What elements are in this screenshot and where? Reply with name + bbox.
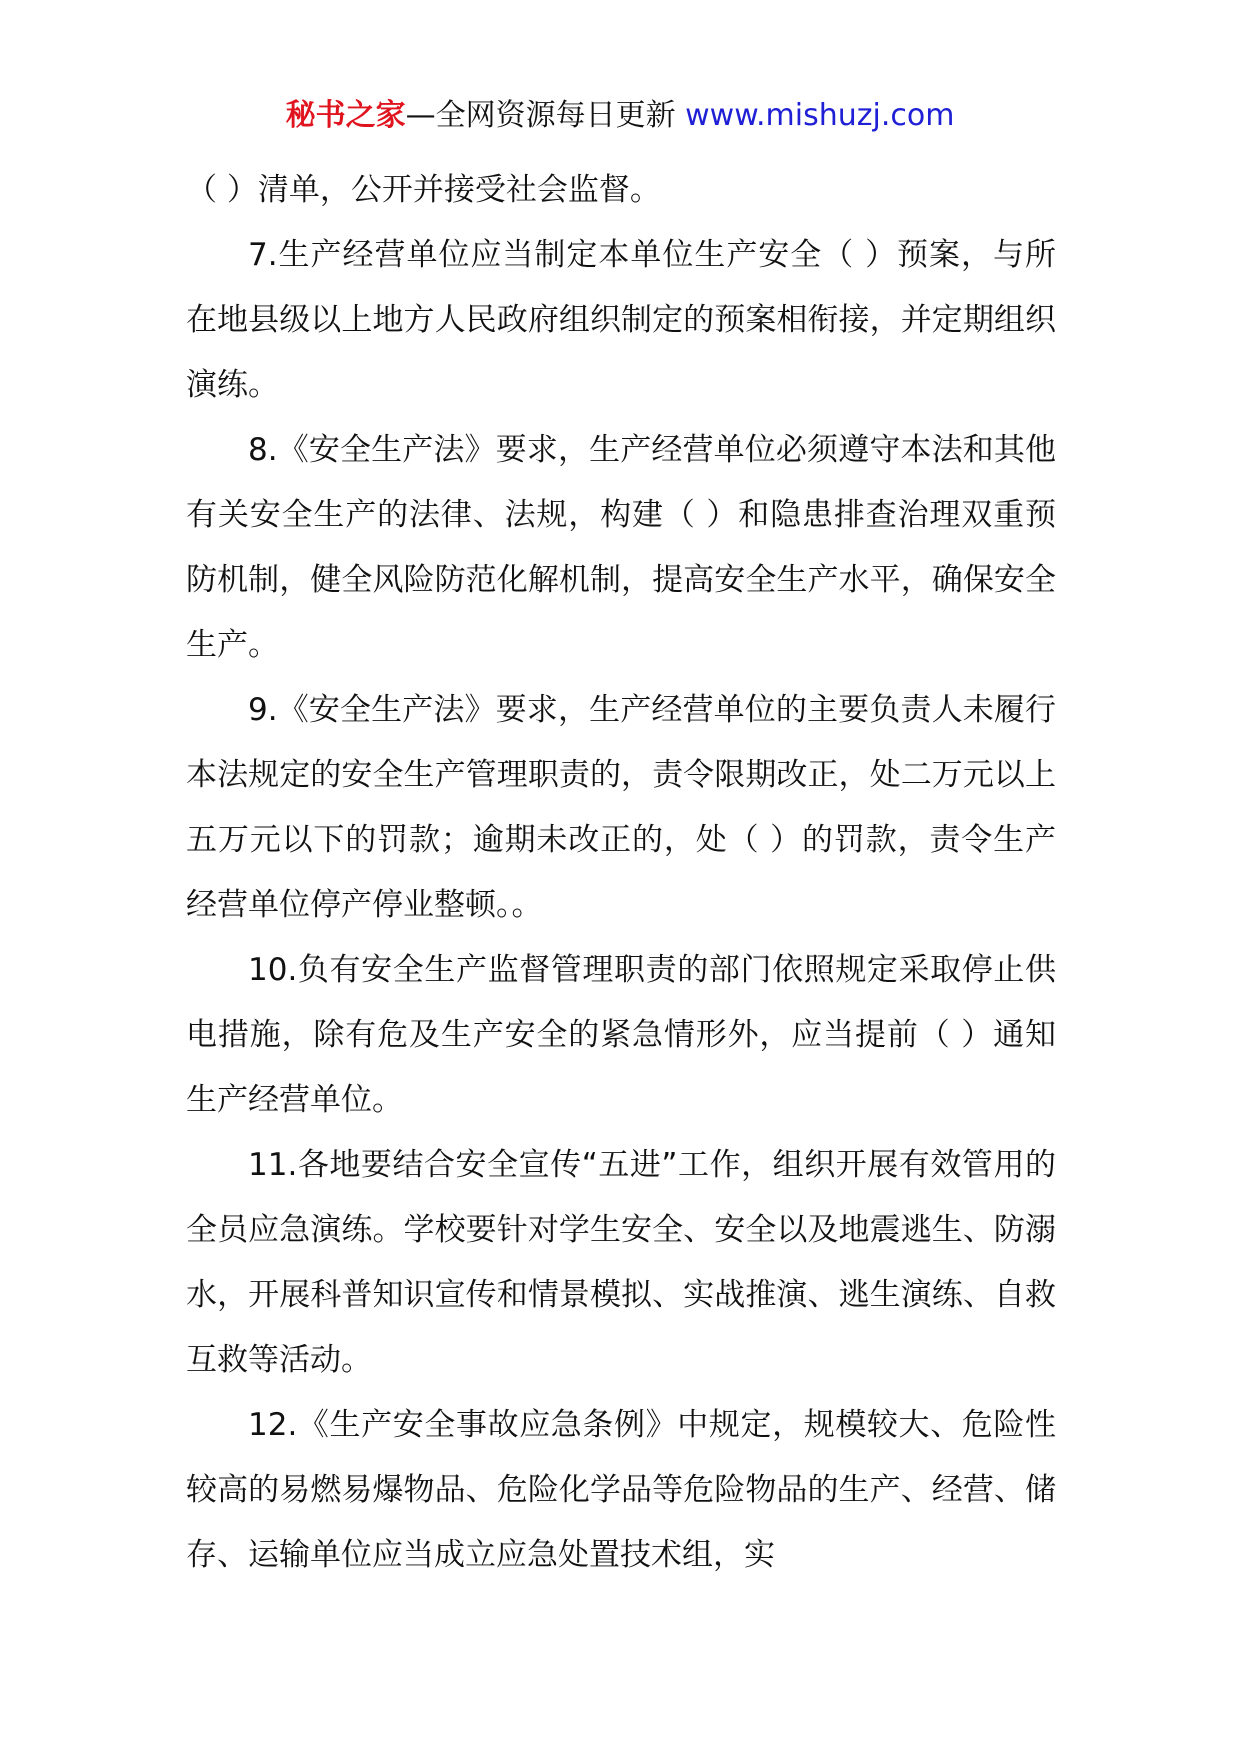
question-8: 8.《安全生产法》要求，生产经营单位必须遵守本法和其他有关安全生产的法律、法规，构建（ ）和隐患排查治理双重预防机制，健全风险防范化解机制，提高安全生产水平，确保安全生产。 xyxy=(186,432,1056,663)
brand-name: 秘书之家 xyxy=(285,98,406,133)
document-body xyxy=(186,158,1056,1588)
website-link[interactable]: www.mishuzj.com xyxy=(685,98,955,133)
question-11: 11.各地要结合安全宣传“五进”工作，组织开展有效管用的全员应急演练。学校要针对学生安全、安全以及地震逃生、防溺水，开展科普知识宣传和情景模拟、实战推演、逃生演练、自救互救等活动。 xyxy=(186,1147,1056,1378)
header-slogan: —全网资源每日更新 xyxy=(405,98,686,133)
paragraph-continuation: （ ）清单，公开并接受社会监督。 xyxy=(186,172,661,208)
question-9: 9.《安全生产法》要求，生产经营单位的主要负责人未履行本法规定的安全生产管理职责的，责令限期改正，处二万元以上五万元以下的罚款；逾期未改正的，处（ ）的罚款，责令生产经营单位停产停业整顿。。 xyxy=(186,692,1056,923)
question-7: 7.生产经营单位应当制定本单位生产安全（ ）预案，与所在地县级以上地方人民政府组织制定的预案相衔接，并定期组织演练。 xyxy=(186,237,1056,403)
question-10: 10.负有安全生产监督管理职责的部门依照规定采取停止供电措施，除有危及生产安全的紧急情形外，应当提前（ ）通知生产经营单位。 xyxy=(186,952,1056,1118)
question-12: 12.《生产安全事故应急条例》中规定，规模较大、危险性较高的易燃易爆物品、危险化学品等危险物品的生产、经营、储存、运输单位应当成立应急处置技术组，实 xyxy=(186,1407,1056,1573)
page-header xyxy=(0,96,1240,136)
